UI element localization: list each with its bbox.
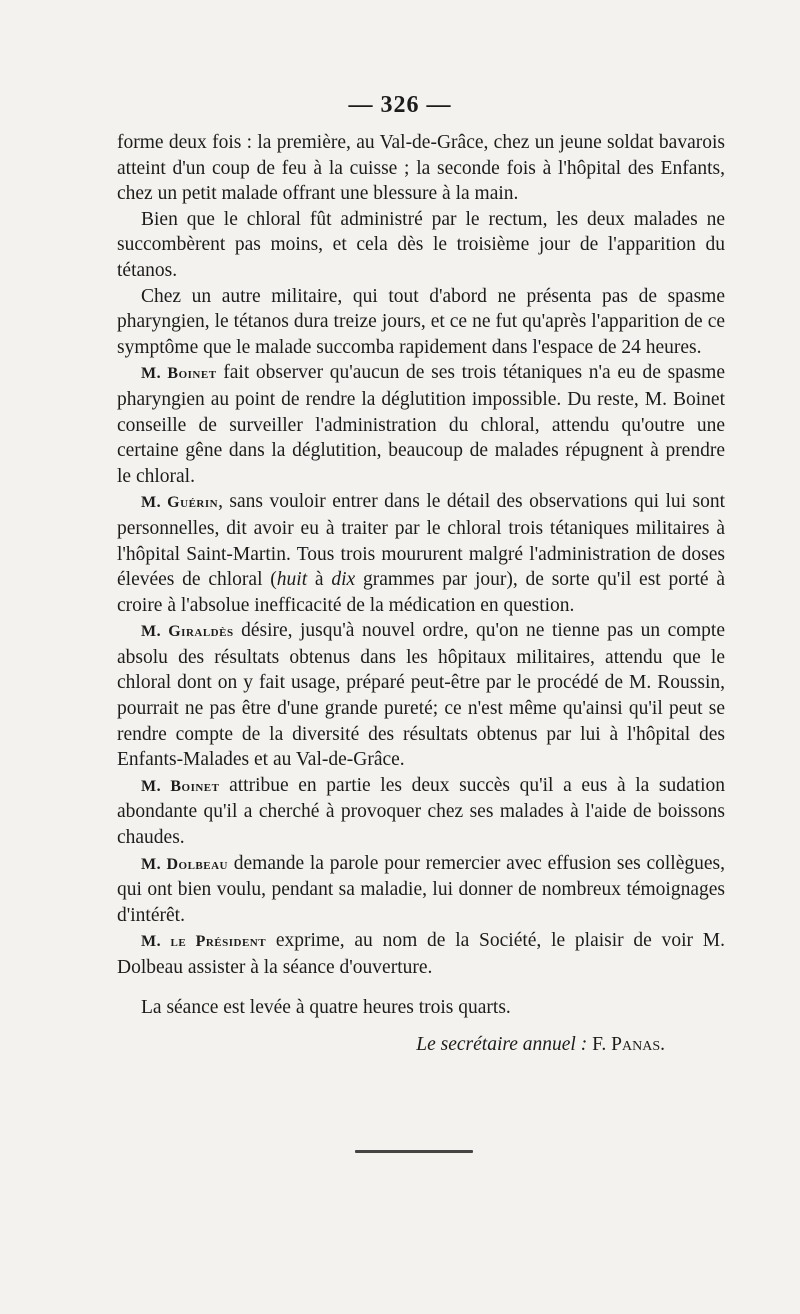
paragraph <box>117 928 725 980</box>
speaker-name: M. Giraldès <box>141 623 234 641</box>
italic-text: huit <box>276 569 308 591</box>
signature-initial: F. <box>592 1034 607 1056</box>
speaker-name: M. Boinet <box>141 777 220 795</box>
paragraph <box>117 207 725 284</box>
paragraph-text: , sans vouloir entrer dans le détail des observations qui lui sont personnelles, dit avoir eu à traiter par le chloral trois tétaniques militaires à l'hôpital Saint-Martin. Tous trois moururent malgré l'administration de doses élevées de chloral ( <box>117 491 725 591</box>
paragraph-text: attribue en partie les deux succès qu'il a eus à la sudation abondante qu'il a cherché à provoquer chez ses malades à l'aide de boissons chaudes. <box>117 774 725 849</box>
paragraph-text: fait observer qu'aucun de ses trois tétaniques n'a eu de spasme pharyngien au point de rendre la déglutition impossible. Du reste, M. Boinet conseille de surveiller l'administration du chloral, attendu qu'outre une certaine gêne dans la déglutition, beaucoup de malades répugnent à prendre le chloral. <box>117 362 725 487</box>
page-number: — 326 — <box>348 92 452 118</box>
paragraph <box>117 130 725 207</box>
signature <box>117 1032 725 1058</box>
closing-rule <box>355 1150 473 1153</box>
signature-role: Le secrétaire annuel : <box>416 1034 588 1056</box>
paragraph <box>117 284 725 361</box>
speaker-name: M. Dolbeau <box>141 855 228 873</box>
paragraph-text: Chez un autre militaire, qui tout d'abord ne présenta pas de spasme pharyngien, le tétanos dura treize jours, et ce ne fut qu'après l'apparition de ce symptôme que le malade succomba rapidement dans l'espace de 24 heures. <box>117 285 725 358</box>
paragraph-text: forme deux fois : la première, au Val-de-Grâce, chez un jeune soldat bavarois atteint d'un coup de feu à la cuisse ; la seconde fois à l'hôpital des Enfants, chez un petit malade offrant une blessure à la main. <box>117 132 725 205</box>
paragraph <box>117 489 725 618</box>
paragraph <box>117 360 725 489</box>
italic-text: dix <box>331 569 356 591</box>
closing-line: La séance est levée à quatre heures trois quarts. <box>141 996 511 1018</box>
paragraph <box>117 851 725 929</box>
paragraph-text: exprime, au nom de la Société, le plaisir de voir M. Dolbeau assister à la séance d'ouverture. <box>117 930 725 978</box>
paragraph-list <box>117 130 725 981</box>
paragraph-text: demande la parole pour remercier avec effusion ses collègues, qui ont bien voulu, pendant sa maladie, lui donner de nombreux témoignages d'intérêt. <box>117 852 725 926</box>
paragraph-text: désire, jusqu'à nouvel ordre, qu'on ne tienne pas un compte absolu des résultats obtenus dans les hôpitaux militaires, attendu que le chloral dont on y fait usage, préparé peut-être par le procédé de M. Roussin, pourrait ne pas être d'une grande pureté; ce n'est même qu'ainsi qu'il peut se rendre compte de la diversité des résultats obtenus par lui à l'hôpital des Enfants-Malades et au Val-de-Grâce. <box>117 620 725 771</box>
body-text <box>117 130 725 1058</box>
speaker-name: M. Guérin <box>141 494 219 512</box>
paragraph <box>117 618 725 773</box>
speaker-name: M. le Président <box>141 933 267 951</box>
paragraph-text: à <box>307 569 332 591</box>
paragraph <box>117 773 725 851</box>
paragraph-text: grammes par jour), de sorte qu'il est porté à croire à l'absolue inefficacité de la médication en question. <box>117 569 726 616</box>
paragraph-text: Bien que le chloral fût administré par le rectum, les deux malades ne succombèrent pas moins, et cela dès le troisième jour de l'apparition du tétanos. <box>117 208 725 281</box>
speaker-name: M. Boinet <box>141 365 217 383</box>
signature-name: Panas. <box>611 1034 665 1056</box>
